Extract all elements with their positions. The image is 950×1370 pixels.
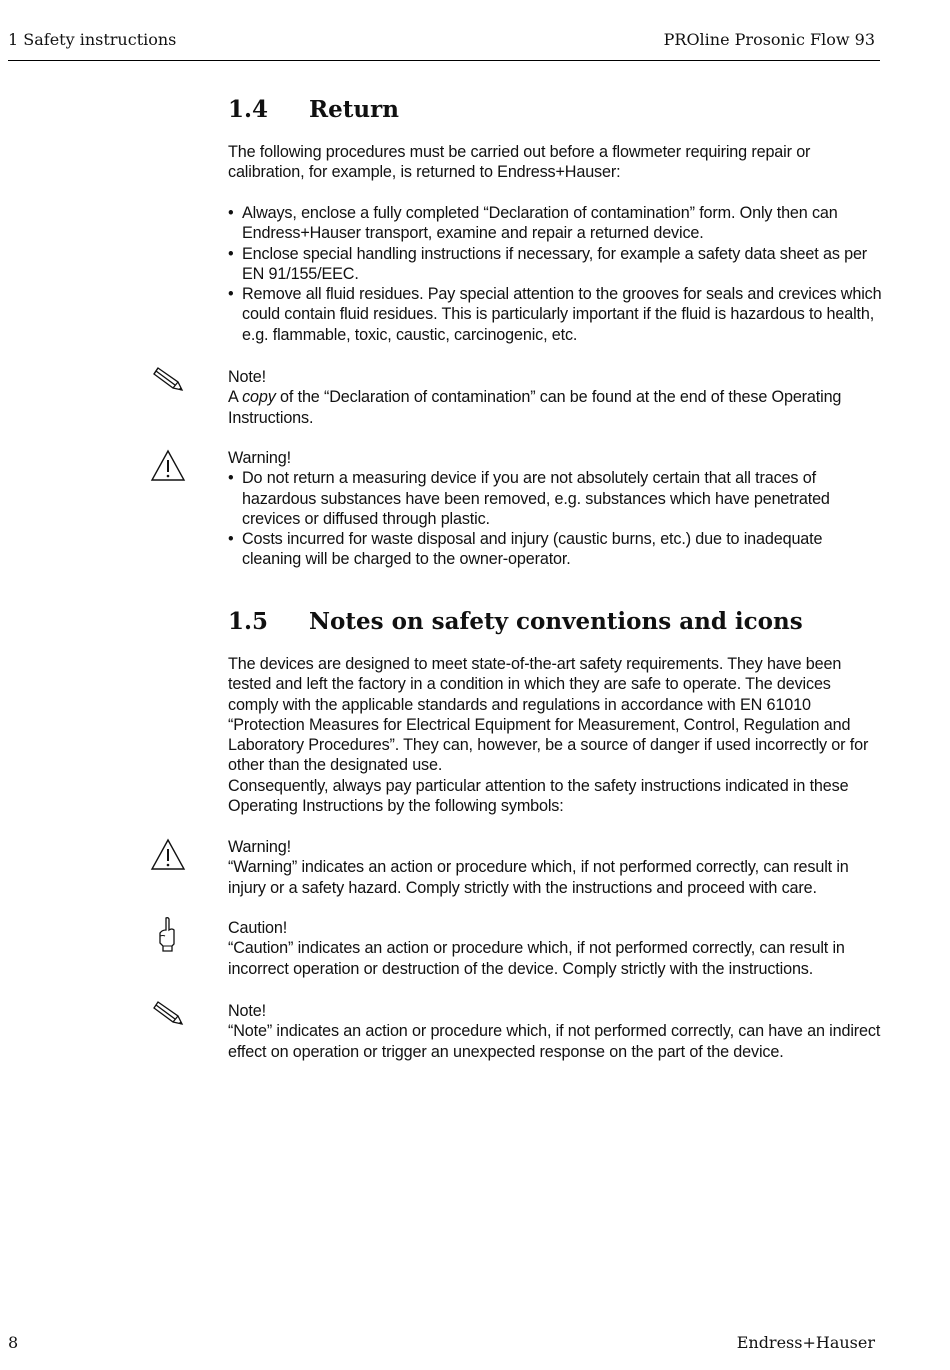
return-intro: The following procedures must be carried out before a flowmeter requiring repair or calibration, for example, is returned to Endress+Hauser: — [228, 143, 811, 182]
warning-triangle-icon — [150, 837, 186, 873]
caution-label: Caution! — [228, 919, 288, 937]
warning-label: Warning! — [228, 449, 291, 467]
paragraph: Consequently, always pay particular attention to the safety instructions indicated in these Operating Instructions by the following symbols: — [228, 776, 849, 816]
note-text-post: of the “Declaration of contamination” can be found at the end of these Operating Instructions. — [228, 388, 842, 427]
pencil-note-icon — [150, 998, 186, 1034]
note-text-pre: A — [228, 388, 243, 407]
heading-number: 1.5 — [228, 608, 269, 635]
list-item: • Always, enclose a fully completed “Declaration of contamination” form. Only then can Endress+Hauser transport, examine and repair a returned device. — [228, 203, 882, 244]
return-list — [228, 203, 882, 345]
list-item: • Do not return a measuring device if you are not absolutely certain that all traces of hazardous substances have been removed, e.g. substances which have penetrated crevices or diffused through plastic. — [228, 468, 882, 529]
footer-brand: Endress+Hauser — [736, 1333, 875, 1352]
note-text-em: copy — [242, 388, 276, 407]
pencil-note-icon — [150, 364, 186, 400]
header-section: 1 Safety instructions — [8, 30, 177, 49]
note-text: “Note” indicates an action or procedure which, if not performed correctly, can have an indirect effect on operation or trigger an unexpected response on the part of the device. — [228, 1022, 881, 1061]
header-rule — [8, 60, 880, 61]
warning-convention — [228, 837, 882, 898]
warning-triangle-icon — [150, 448, 186, 484]
note-label: Note! — [228, 1002, 266, 1020]
paragraph: The devices are designed to meet state-of-the-art safety requirements. They have been tested and left the factory in a condition in which they are safe to operate. The devices comply with the applicable standards and regulations in accordance with EN 61010 “Protection Measures for Electrical Equipment for Measurement, Control, Regulation and Laboratory Procedures”. They can, however, be a source of danger if used incorrectly or for other than the designated use. — [228, 655, 869, 775]
caution-text: “Caution” indicates an action or procedure which, if not performed correctly, can result in incorrect operation or destruction of the device. Comply strictly with the instructions. — [228, 939, 845, 978]
list-item: • Enclose special handling instructions if necessary, for example a safety data sheet as per EN 91/155/EEC. — [228, 244, 882, 285]
warning-list — [228, 468, 882, 569]
conventions-text — [228, 654, 882, 816]
header-title: PROline Prosonic Flow 93 — [663, 30, 875, 49]
list-item: • Costs incurred for waste disposal and injury (caustic burns, etc.) due to inadequate cleaning will be charged to the owner-operator. — [228, 529, 882, 570]
note-convention — [228, 1001, 882, 1062]
heading-title: Notes on safety conventions and icons — [309, 608, 803, 635]
note-text — [228, 387, 882, 428]
page-number: 8 — [8, 1333, 19, 1352]
heading-number: 1.4 — [228, 96, 269, 123]
return-note — [228, 367, 882, 428]
warning-label: Warning! — [228, 838, 291, 856]
pointing-hand-caution-icon — [150, 916, 186, 952]
heading-1-4 — [228, 96, 399, 123]
heading-1-5 — [228, 608, 803, 635]
return-warning — [228, 448, 882, 570]
note-label: Note! — [228, 368, 266, 386]
caution-convention — [228, 918, 882, 979]
heading-title: Return — [309, 96, 399, 123]
list-item: • Remove all fluid residues. Pay special attention to the grooves for seals and crevices which could contain fluid residues. This is particularly important if the fluid is hazardous to health, e.g. flammable, toxic, caustic, carcinogenic, etc. — [228, 284, 882, 345]
warning-text: “Warning” indicates an action or procedure which, if not performed correctly, can result in injury or a safety hazard. Comply strictly with the instructions and proceed with care. — [228, 858, 849, 897]
